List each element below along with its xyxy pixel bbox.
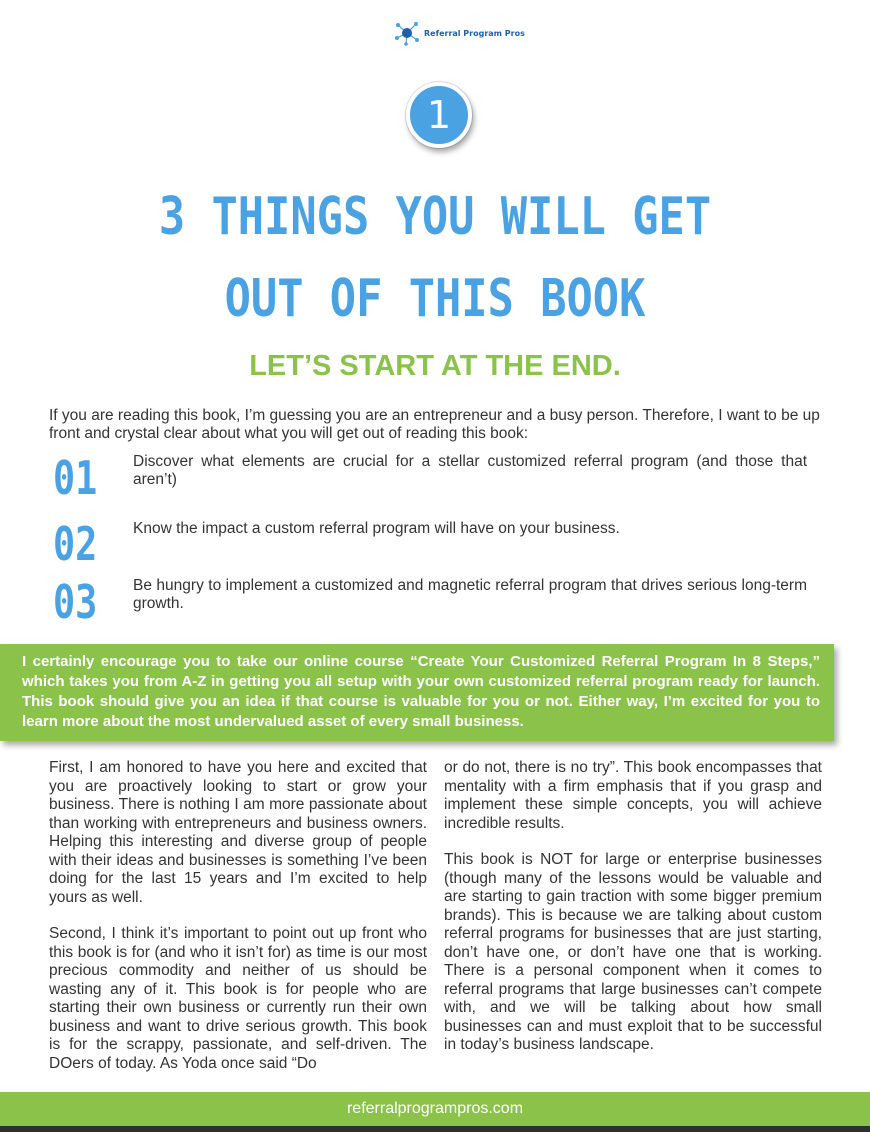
footer-url-link[interactable]: referralprogrampros.com	[346, 1100, 524, 1117]
callout-text: I certainly encourage you to take our online course “Create Your Customized Referral Program In 8 Steps,” which takes you from A-Z in getting you all setup with your own customized referral program ready for launch. This book should give you an idea if that course is valuable for you or not. Either way, I’m excited for you to learn more about the most undervalued asset of every small business.	[22, 653, 820, 730]
body-paragraph: or do not, there is no try”. This book encompasses that mentality with a firm emphasis that if you grasp and implement these simple concepts, you will achieve incredible results.	[444, 759, 822, 832]
logo-text: Referral Program Pros	[424, 28, 525, 38]
footer-divider	[0, 1126, 870, 1132]
footer-bar	[0, 1092, 870, 1126]
item-number: 01	[53, 451, 98, 505]
page-title	[70, 176, 801, 340]
title-line-1: 3 THINGS YOU WILL GET	[158, 187, 712, 247]
brand-logo	[394, 20, 525, 46]
body-column-left	[49, 759, 427, 1091]
subtitle: LET’S START AT THE END.	[249, 350, 621, 382]
intro-paragraph: If you are reading this book, I’m guessing you are an entrepreneur and a busy person. Therefore, I want to be up front and crystal clear about what you will get out of reading this book:	[49, 407, 820, 442]
chapter-number-badge: 1	[406, 82, 472, 148]
item-number: 02	[53, 517, 98, 571]
body-paragraph: Second, I think it’s important to point out up front who this book is for (and who it isn’t for) as time is our most precious commodity and neither of us should be wasting any of it. This book is for people who are starting their own business or currently run their own business and want to drive serious growth. This book is for the scrappy, passionate, and self-driven. The DOers of today. As Yoda once said “Do	[49, 925, 427, 1072]
item-text: Be hungry to implement a customized and magnetic referral program that drives serious long-term growth.	[133, 577, 807, 612]
item-number: 03	[53, 575, 98, 629]
body-column-right	[444, 759, 822, 1073]
body-paragraph: First, I am honored to have you here and excited that you are proactively looking to start or grow your business. There is nothing I am more passionate about than working with entrepreneurs and business owners. Helping this interesting and diverse group of people with their ideas and businesses is something I’ve been doing for the last 15 years and I’m excited to help yours as well.	[49, 759, 427, 906]
body-paragraph: This book is NOT for large or enterprise businesses (though many of the lessons would be valuable and are starting to gain traction with some bigger premium brands). This is because we are talking about custom referral programs for businesses that are just starting, don’t have one, or don’t have one that is working. There is a personal component when it comes to referral programs that large businesses can’t compete with, and we will be talking about how small businesses can and must exploit that to be successful in today’s business landscape.	[444, 851, 822, 1053]
network-icon	[394, 20, 420, 46]
callout-box	[0, 644, 834, 741]
item-text: Know the impact a custom referral program will have on your business.	[133, 520, 620, 537]
title-line-2: OUT OF THIS BOOK	[224, 269, 646, 329]
item-text: Discover what elements are crucial for a stellar customized referral program (and those that aren’t)	[133, 453, 807, 488]
